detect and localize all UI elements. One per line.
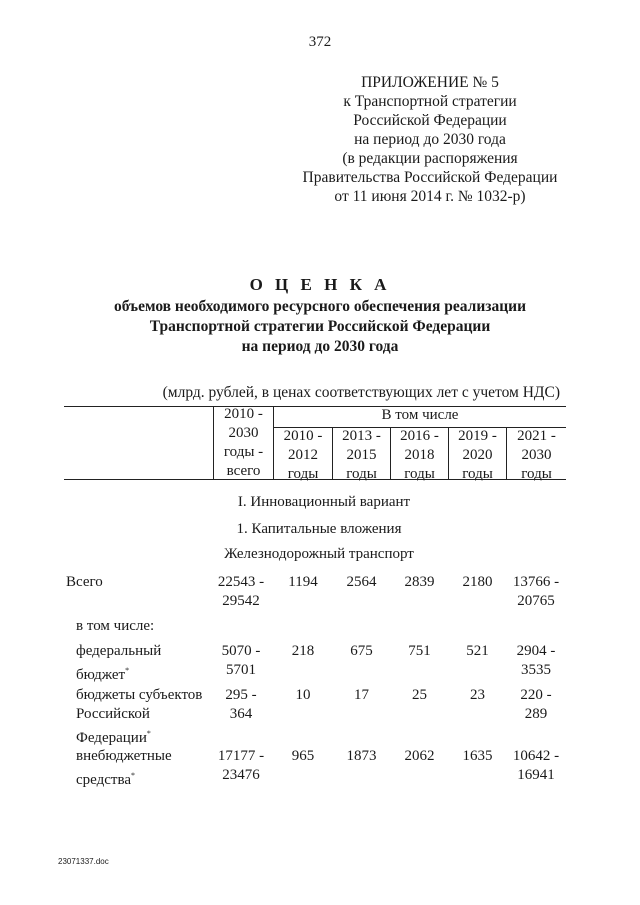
- row-last: 13766 - 20765: [512, 574, 560, 609]
- row-label: федеральный бюджет*: [76, 643, 162, 683]
- row-value: 10: [295, 687, 311, 703]
- subtitle-line: объемов необходимого ресурсного обеспечения реализации: [113, 298, 527, 315]
- row-value: 965: [291, 748, 315, 764]
- row-value: 2564: [346, 574, 377, 590]
- row-total: 22543 - 29542: [217, 574, 265, 609]
- row-value: 25: [412, 687, 427, 703]
- row-label: внебюджетные средства*: [76, 748, 172, 788]
- header-in-that-number: В том числе: [381, 407, 459, 423]
- header-period: 2010 - 2012 годы: [283, 428, 323, 482]
- row-value: 2062: [404, 748, 435, 764]
- row-value: 2180: [462, 574, 493, 590]
- appendix-line: от 11 июня 2014 г. № 1032-р): [334, 188, 526, 205]
- footnote-mark: *: [131, 771, 136, 780]
- footnote-mark: *: [146, 729, 151, 738]
- variant-heading: I. Инновационный вариант: [237, 494, 411, 510]
- appendix-block: [300, 73, 560, 206]
- row-label: Всего: [66, 574, 103, 590]
- row-last: 10642 - 16941: [512, 748, 560, 783]
- row-value: 23: [470, 687, 485, 703]
- row-label: в том числе:: [76, 618, 155, 634]
- file-name-footer: 23071337.doc: [58, 857, 109, 866]
- row-label: бюджеты субъектов Российской Федерации*: [76, 687, 203, 746]
- row-value: 218: [291, 643, 315, 659]
- subtitle-line: Транспортной стратегии Российской Федерации: [149, 318, 491, 335]
- document-title: О Ц Е Н К А: [249, 275, 391, 294]
- header-period: 2013 - 2015 годы: [342, 428, 381, 482]
- row-value: 1194: [288, 574, 318, 590]
- subtitle-line: на период до 2030 года: [241, 338, 399, 355]
- part-heading: 1. Капитальные вложения: [236, 521, 402, 537]
- row-value: 2839: [404, 574, 435, 590]
- appendix-line: к Транспортной стратегии: [343, 93, 517, 110]
- row-value: 675: [350, 643, 373, 659]
- row-value: 521: [466, 643, 489, 659]
- appendix-line: (в редакции распоряжения: [342, 150, 518, 167]
- row-value: 1873: [346, 748, 377, 764]
- row-last: 2904 - 3535: [516, 643, 556, 678]
- header-period: 2021 - 2030 годы: [517, 428, 556, 482]
- page-number: 372: [308, 34, 332, 50]
- document-subtitle: [80, 297, 560, 357]
- footnote-mark: *: [125, 666, 130, 675]
- header-period: 2016 - 2018 годы: [400, 428, 439, 482]
- units-note: (млрд. рублей, в ценах соответствующих лет с учетом НДС): [162, 384, 560, 401]
- appendix-line: ПРИЛОЖЕНИЕ № 5: [361, 74, 499, 91]
- transport-heading: Железнодорожный транспорт: [224, 546, 414, 562]
- row-value: 751: [408, 643, 431, 659]
- appendix-line: Российской Федерации: [353, 112, 507, 129]
- appendix-line: на период до 2030 года: [354, 131, 506, 148]
- row-total: 295 - 364: [225, 687, 257, 722]
- appendix-line: Правительства Российской Федерации: [302, 169, 558, 186]
- header-total-column: 2010 - 2030 годы - всего: [223, 406, 264, 479]
- row-total: 5070 - 5701: [221, 643, 261, 678]
- row-last: 220 - 289: [520, 687, 552, 722]
- row-total: 17177 - 23476: [217, 748, 265, 783]
- row-value: 1635: [462, 748, 493, 764]
- header-period: 2019 - 2020 годы: [458, 428, 497, 482]
- row-value: 17: [354, 687, 369, 703]
